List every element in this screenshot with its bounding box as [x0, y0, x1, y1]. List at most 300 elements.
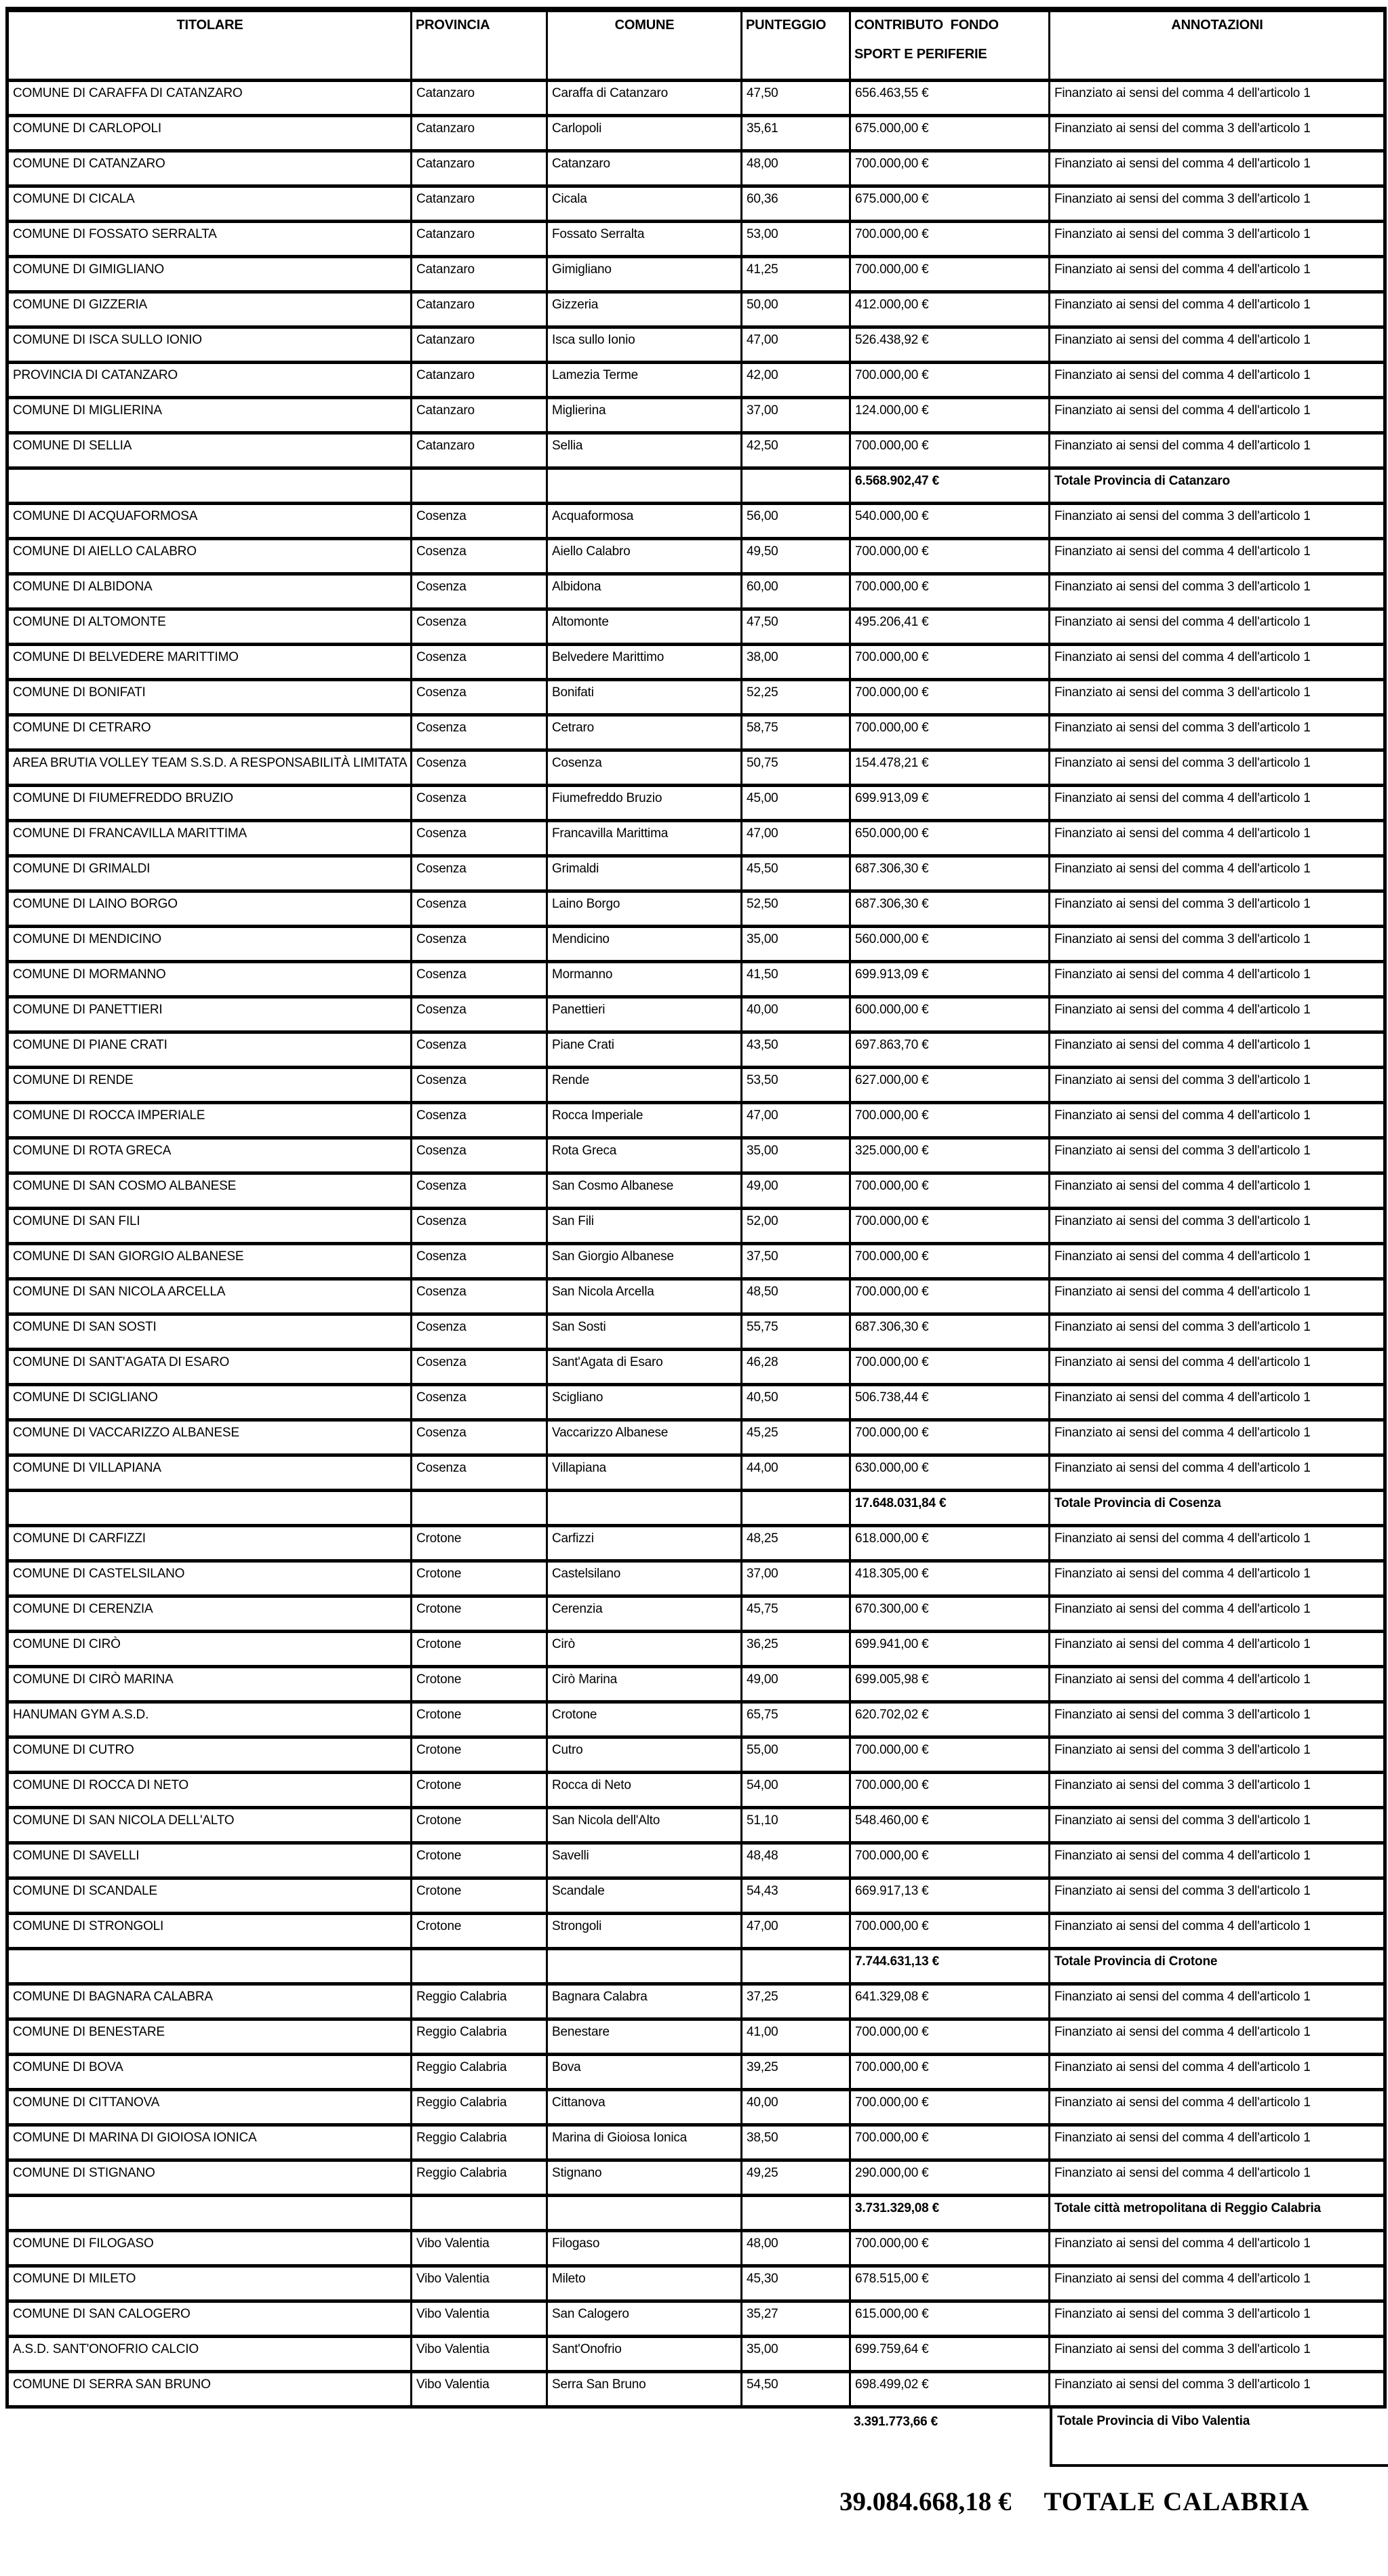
cell-comune: Gimigliano — [547, 257, 742, 292]
table-row — [7, 1209, 1385, 1244]
table-row — [7, 1103, 1385, 1138]
cell-titolare: COMUNE DI SAN FILI — [7, 1209, 412, 1244]
table-row — [7, 1596, 1385, 1632]
cell-annotazione: Finanziato ai sensi del comma 4 dell'articolo 1 — [1050, 1843, 1385, 1878]
cell-punteggio: 38,00 — [742, 645, 850, 680]
cell-punteggio: 35,00 — [742, 2337, 850, 2372]
cell-contributo: 620.702,02 € — [850, 1702, 1050, 1737]
cell-contributo: 124.000,00 € — [850, 398, 1050, 433]
table-row — [7, 2055, 1385, 2090]
cell-annotazione: Finanziato ai sensi del comma 3 dell'articolo 1 — [1050, 116, 1385, 151]
cell-contributo: 154.478,21 € — [850, 750, 1050, 786]
cell-contributo: 700.000,00 € — [850, 1737, 1050, 1773]
cell-annotazione: Finanziato ai sensi del comma 4 dell'articolo 1 — [1050, 1455, 1385, 1491]
cell-contributo: 560.000,00 € — [850, 927, 1050, 962]
cell-comune: Albidona — [547, 574, 742, 609]
cell-contributo: 627.000,00 € — [850, 1068, 1050, 1103]
cell-provincia: Cosenza — [412, 1385, 547, 1420]
cell-annotazione: Finanziato ai sensi del comma 4 dell'articolo 1 — [1050, 856, 1385, 891]
cell-punteggio: 48,00 — [742, 2231, 850, 2266]
cell-provincia: Crotone — [412, 1878, 547, 1914]
cell-punteggio: 45,50 — [742, 856, 850, 891]
cell-annotazione: Finanziato ai sensi del comma 3 dell'articolo 1 — [1050, 2372, 1385, 2407]
cell-titolare: COMUNE DI MARINA DI GIOIOSA IONICA — [7, 2125, 412, 2160]
cell-provincia: Crotone — [412, 1702, 547, 1737]
cell-annotazione: Finanziato ai sensi del comma 3 dell'articolo 1 — [1050, 1209, 1385, 1244]
header-annotazioni: ANNOTAZIONI — [1050, 9, 1385, 81]
cell-annotazione: Finanziato ai sensi del comma 4 dell'articolo 1 — [1050, 609, 1385, 645]
cell-punteggio: 48,25 — [742, 1526, 850, 1561]
cell-provincia: Cosenza — [412, 927, 547, 962]
table-row — [7, 1350, 1385, 1385]
table-row — [7, 292, 1385, 327]
table-row — [7, 1561, 1385, 1596]
cell-punteggio: 35,27 — [742, 2301, 850, 2337]
cell-titolare: COMUNE DI MIGLIERINA — [7, 398, 412, 433]
cell-contributo: 700.000,00 € — [850, 1843, 1050, 1878]
calabria-total — [839, 2487, 1309, 2517]
cell-comune — [547, 2196, 742, 2231]
cell-annotazione: Finanziato ai sensi del comma 4 dell'articolo 1 — [1050, 1244, 1385, 1279]
cell-punteggio: 44,00 — [742, 1455, 850, 1491]
cell-comune: Fossato Serralta — [547, 222, 742, 257]
table-row — [7, 1455, 1385, 1491]
cell-contributo: 700.000,00 € — [850, 539, 1050, 574]
cell-contributo: 641.329,08 € — [850, 1984, 1050, 2019]
cell-provincia: Cosenza — [412, 786, 547, 821]
cell-titolare: COMUNE DI RENDE — [7, 1068, 412, 1103]
table-row — [7, 151, 1385, 186]
cell-contributo: 618.000,00 € — [850, 1526, 1050, 1561]
cell-comune: Scandale — [547, 1878, 742, 1914]
cell-titolare: COMUNE DI CATANZARO — [7, 151, 412, 186]
cell-comune: Rende — [547, 1068, 742, 1103]
cell-contributo: 699.005,98 € — [850, 1667, 1050, 1702]
cell-provincia: Catanzaro — [412, 151, 547, 186]
cell-annotazione: Finanziato ai sensi del comma 4 dell'articolo 1 — [1050, 1420, 1385, 1455]
cell-provincia: Vibo Valentia — [412, 2231, 547, 2266]
cell-provincia: Catanzaro — [412, 433, 547, 468]
cell-punteggio: 65,75 — [742, 1702, 850, 1737]
table-row — [7, 821, 1385, 856]
cell-punteggio: 48,00 — [742, 151, 850, 186]
cell-comune: Bonifati — [547, 680, 742, 715]
cell-comune: Caraffa di Catanzaro — [547, 81, 742, 116]
cell-contributo: 699.913,09 € — [850, 962, 1050, 997]
cell-annotazione: Finanziato ai sensi del comma 4 dell'articolo 1 — [1050, 2231, 1385, 2266]
cell-contributo: 675.000,00 € — [850, 116, 1050, 151]
cell-titolare: COMUNE DI AIELLO CALABRO — [7, 539, 412, 574]
cell-annotazione: Finanziato ai sensi del comma 4 dell'articolo 1 — [1050, 962, 1385, 997]
cell-titolare: COMUNE DI FIUMEFREDDO BRUZIO — [7, 786, 412, 821]
cell-comune: Serra San Bruno — [547, 2372, 742, 2407]
cell-annotazione: Finanziato ai sensi del comma 4 dell'articolo 1 — [1050, 1103, 1385, 1138]
cell-comune: Catanzaro — [547, 151, 742, 186]
cell-comune: Villapiana — [547, 1455, 742, 1491]
cell-titolare: COMUNE DI SANT'AGATA DI ESARO — [7, 1350, 412, 1385]
cell-annotazione: Finanziato ai sensi del comma 3 dell'articolo 1 — [1050, 1808, 1385, 1843]
cell-contributo: 700.000,00 € — [850, 1244, 1050, 1279]
cell-titolare: AREA BRUTIA VOLLEY TEAM S.S.D. A RESPONSABILITÀ LIMITATA — [7, 750, 412, 786]
cell-punteggio: 52,25 — [742, 680, 850, 715]
cell-comune: San Sosti — [547, 1314, 742, 1350]
cell-provincia: Reggio Calabria — [412, 2055, 547, 2090]
cell-provincia: Reggio Calabria — [412, 2125, 547, 2160]
cell-punteggio: 53,00 — [742, 222, 850, 257]
cell-titolare: COMUNE DI ACQUAFORMOSA — [7, 504, 412, 539]
table-row — [7, 1702, 1385, 1737]
cell-comune: Isca sullo Ionio — [547, 327, 742, 363]
cell-punteggio: 54,43 — [742, 1878, 850, 1914]
cell-annotazione: Finanziato ai sensi del comma 3 dell'articolo 1 — [1050, 927, 1385, 962]
cell-punteggio: 58,75 — [742, 715, 850, 750]
table-row — [7, 2372, 1385, 2407]
cell-annotazione: Finanziato ai sensi del comma 3 dell'articolo 1 — [1050, 186, 1385, 222]
cell-provincia: Catanzaro — [412, 292, 547, 327]
cell-comune: Laino Borgo — [547, 891, 742, 927]
cell-provincia: Cosenza — [412, 1314, 547, 1350]
cell-provincia: Reggio Calabria — [412, 1984, 547, 2019]
cell-provincia: Cosenza — [412, 1350, 547, 1385]
table-row — [7, 116, 1385, 151]
cell-provincia: Reggio Calabria — [412, 2160, 547, 2196]
cell-provincia: Crotone — [412, 1667, 547, 1702]
cell-punteggio: 45,30 — [742, 2266, 850, 2301]
cell-annotazione: Finanziato ai sensi del comma 4 dell'articolo 1 — [1050, 2160, 1385, 2196]
cell-provincia: Cosenza — [412, 1455, 547, 1491]
cell-comune: Benestare — [547, 2019, 742, 2055]
cell-comune: Sant'Agata di Esaro — [547, 1350, 742, 1385]
cell-contributo: 700.000,00 € — [850, 1173, 1050, 1209]
cell-contributo: 700.000,00 € — [850, 433, 1050, 468]
cell-punteggio: 45,75 — [742, 1596, 850, 1632]
cell-annotazione: Finanziato ai sensi del comma 4 dell'articolo 1 — [1050, 539, 1385, 574]
cell-titolare: COMUNE DI GIZZERIA — [7, 292, 412, 327]
cell-provincia: Crotone — [412, 1561, 547, 1596]
cell-titolare: COMUNE DI CARAFFA DI CATANZARO — [7, 81, 412, 116]
cell-contributo: 495.206,41 € — [850, 609, 1050, 645]
vibo-total-value: 3.391.773,66 € — [854, 2415, 938, 2429]
cell-titolare: COMUNE DI FOSSATO SERRALTA — [7, 222, 412, 257]
cell-provincia: Cosenza — [412, 821, 547, 856]
cell-comune: Cosenza — [547, 750, 742, 786]
cell-provincia: Cosenza — [412, 645, 547, 680]
header-provincia: PROVINCIA — [412, 9, 547, 81]
table-row — [7, 2266, 1385, 2301]
cell-titolare: COMUNE DI STIGNANO — [7, 2160, 412, 2196]
cell-annotazione: Finanziato ai sensi del comma 4 dell'articolo 1 — [1050, 1279, 1385, 1314]
cell-titolare: COMUNE DI ROTA GRECA — [7, 1138, 412, 1173]
cell-provincia: Crotone — [412, 1596, 547, 1632]
cell-provincia: Cosenza — [412, 962, 547, 997]
cell-comune: Mileto — [547, 2266, 742, 2301]
cell-annotazione: Finanziato ai sensi del comma 4 dell'articolo 1 — [1050, 2055, 1385, 2090]
table-row — [7, 750, 1385, 786]
cell-punteggio: 40,00 — [742, 2090, 850, 2125]
cell-punteggio: 54,00 — [742, 1773, 850, 1808]
cell-annotazione: Finanziato ai sensi del comma 4 dell'articolo 1 — [1050, 292, 1385, 327]
cell-titolare: COMUNE DI BOVA — [7, 2055, 412, 2090]
table-row — [7, 2090, 1385, 2125]
cell-titolare: COMUNE DI SAN NICOLA ARCELLA — [7, 1279, 412, 1314]
cell-annotazione: Finanziato ai sensi del comma 4 dell'articolo 1 — [1050, 398, 1385, 433]
cell-comune: Altomonte — [547, 609, 742, 645]
cell-annotazione: Finanziato ai sensi del comma 4 dell'articolo 1 — [1050, 821, 1385, 856]
cell-comune: Grimaldi — [547, 856, 742, 891]
cell-punteggio: 41,25 — [742, 257, 850, 292]
cell-annotazione: Finanziato ai sensi del comma 4 dell'articolo 1 — [1050, 2019, 1385, 2055]
cell-annotazione: Finanziato ai sensi del comma 4 dell'articolo 1 — [1050, 151, 1385, 186]
cell-annotazione: Finanziato ai sensi del comma 4 dell'articolo 1 — [1050, 2125, 1385, 2160]
cell-contributo: 670.300,00 € — [850, 1596, 1050, 1632]
cell-titolare: COMUNE DI SAN CALOGERO — [7, 2301, 412, 2337]
table-row — [7, 1773, 1385, 1808]
cell-annotazione: Finanziato ai sensi del comma 4 dell'articolo 1 — [1050, 1561, 1385, 1596]
cell-punteggio: 50,75 — [742, 750, 850, 786]
cell-punteggio: 45,00 — [742, 786, 850, 821]
cell-titolare: COMUNE DI FILOGASO — [7, 2231, 412, 2266]
cell-provincia: Catanzaro — [412, 363, 547, 398]
table-row — [7, 2160, 1385, 2196]
funding-table — [5, 7, 1387, 2409]
cell-annotazione: Finanziato ai sensi del comma 3 dell'articolo 1 — [1050, 1773, 1385, 1808]
cell-comune: Marina di Gioiosa Ionica — [547, 2125, 742, 2160]
cell-annotazione: Finanziato ai sensi del comma 3 dell'articolo 1 — [1050, 574, 1385, 609]
cell-provincia: Crotone — [412, 1632, 547, 1667]
cell-titolare — [7, 1491, 412, 1526]
cell-provincia: Cosenza — [412, 1173, 547, 1209]
cell-comune: San Calogero — [547, 2301, 742, 2337]
cell-comune: Mendicino — [547, 927, 742, 962]
cell-comune: San Nicola Arcella — [547, 1279, 742, 1314]
cell-annotazione: Finanziato ai sensi del comma 3 dell'articolo 1 — [1050, 504, 1385, 539]
cell-contributo: 700.000,00 € — [850, 257, 1050, 292]
cell-contributo: 687.306,30 € — [850, 856, 1050, 891]
table-row — [7, 1914, 1385, 1949]
cell-contributo: 700.000,00 € — [850, 1209, 1050, 1244]
cell-annotazione: Finanziato ai sensi del comma 4 dell'articolo 1 — [1050, 81, 1385, 116]
cell-titolare: COMUNE DI SAN NICOLA DELL'ALTO — [7, 1808, 412, 1843]
cell-titolare: COMUNE DI ROCCA DI NETO — [7, 1773, 412, 1808]
cell-punteggio: 37,00 — [742, 398, 850, 433]
table-row — [7, 609, 1385, 645]
cell-annotazione: Finanziato ai sensi del comma 4 dell'articolo 1 — [1050, 997, 1385, 1032]
cell-punteggio: 60,00 — [742, 574, 850, 609]
cell-provincia: Crotone — [412, 1737, 547, 1773]
cell-annotazione: Finanziato ai sensi del comma 4 dell'articolo 1 — [1050, 433, 1385, 468]
cell-provincia: Catanzaro — [412, 222, 547, 257]
cell-titolare: COMUNE DI CUTRO — [7, 1737, 412, 1773]
cell-contributo: 615.000,00 € — [850, 2301, 1050, 2337]
cell-punteggio: 56,00 — [742, 504, 850, 539]
cell-contributo: 700.000,00 € — [850, 363, 1050, 398]
cell-punteggio: 35,00 — [742, 1138, 850, 1173]
cell-punteggio: 47,00 — [742, 1103, 850, 1138]
table-row — [7, 891, 1385, 927]
cell-titolare: COMUNE DI ISCA SULLO IONIO — [7, 327, 412, 363]
cell-contributo: 700.000,00 € — [850, 715, 1050, 750]
cell-titolare: COMUNE DI MILETO — [7, 2266, 412, 2301]
cell-contributo: 699.913,09 € — [850, 786, 1050, 821]
cell-comune — [547, 1491, 742, 1526]
table-row — [7, 1138, 1385, 1173]
cell-titolare: COMUNE DI CIRÒ — [7, 1632, 412, 1667]
cell-punteggio: 46,28 — [742, 1350, 850, 1385]
cell-provincia: Cosenza — [412, 574, 547, 609]
cell-punteggio: 53,50 — [742, 1068, 850, 1103]
cell-comune: Cutro — [547, 1737, 742, 1773]
cell-annotazione: Totale Provincia di Cosenza — [1050, 1491, 1385, 1526]
cell-punteggio: 35,61 — [742, 116, 850, 151]
cell-punteggio: 45,25 — [742, 1420, 850, 1455]
cell-annotazione: Finanziato ai sensi del comma 4 dell'articolo 1 — [1050, 645, 1385, 680]
cell-comune: Belvedere Marittimo — [547, 645, 742, 680]
cell-annotazione: Finanziato ai sensi del comma 3 dell'articolo 1 — [1050, 1138, 1385, 1173]
cell-comune: Filogaso — [547, 2231, 742, 2266]
table-row — [7, 1244, 1385, 1279]
cell-comune: Rocca di Neto — [547, 1773, 742, 1808]
header-contributo-line2: SPORT E PERIFERIE — [854, 47, 987, 62]
header-contributo — [850, 9, 1050, 81]
cell-annotazione: Finanziato ai sensi del comma 3 dell'articolo 1 — [1050, 1702, 1385, 1737]
cell-provincia: Cosenza — [412, 1138, 547, 1173]
cell-annotazione: Finanziato ai sensi del comma 4 dell'articolo 1 — [1050, 2266, 1385, 2301]
cell-annotazione: Finanziato ai sensi del comma 4 dell'articolo 1 — [1050, 1350, 1385, 1385]
cell-contributo: 700.000,00 € — [850, 2125, 1050, 2160]
cell-punteggio: 38,50 — [742, 2125, 850, 2160]
cell-contributo: 7.744.631,13 € — [850, 1949, 1050, 1984]
cell-provincia: Catanzaro — [412, 257, 547, 292]
cell-punteggio — [742, 468, 850, 504]
cell-contributo: 700.000,00 € — [850, 2090, 1050, 2125]
cell-comune: Castelsilano — [547, 1561, 742, 1596]
cell-provincia: Cosenza — [412, 1244, 547, 1279]
cell-titolare: COMUNE DI SERRA SAN BRUNO — [7, 2372, 412, 2407]
cell-provincia: Cosenza — [412, 1420, 547, 1455]
cell-punteggio: 55,75 — [742, 1314, 850, 1350]
cell-punteggio: 41,00 — [742, 2019, 850, 2055]
table-row — [7, 398, 1385, 433]
cell-punteggio: 37,00 — [742, 1561, 850, 1596]
cell-comune: Carfizzi — [547, 1526, 742, 1561]
cell-punteggio: 42,00 — [742, 363, 850, 398]
cell-titolare: COMUNE DI PANETTIERI — [7, 997, 412, 1032]
cell-annotazione: Totale Provincia di Catanzaro — [1050, 468, 1385, 504]
cell-annotazione: Finanziato ai sensi del comma 4 dell'articolo 1 — [1050, 1385, 1385, 1420]
cell-provincia: Cosenza — [412, 1068, 547, 1103]
calabria-total-value: 39.084.668,18 € — [839, 2487, 1012, 2516]
table-row — [7, 1878, 1385, 1914]
table-row — [7, 1385, 1385, 1420]
cell-titolare: COMUNE DI CITTANOVA — [7, 2090, 412, 2125]
cell-punteggio: 49,50 — [742, 539, 850, 574]
cell-contributo: 290.000,00 € — [850, 2160, 1050, 2196]
cell-comune: Mormanno — [547, 962, 742, 997]
cell-punteggio: 35,00 — [742, 927, 850, 962]
cell-comune: Cetraro — [547, 715, 742, 750]
cell-comune: Strongoli — [547, 1914, 742, 1949]
cell-punteggio: 52,50 — [742, 891, 850, 927]
cell-provincia: Catanzaro — [412, 327, 547, 363]
cell-comune: Cirò Marina — [547, 1667, 742, 1702]
table-row — [7, 1279, 1385, 1314]
cell-comune — [547, 468, 742, 504]
cell-punteggio: 49,25 — [742, 2160, 850, 2196]
cell-punteggio: 54,50 — [742, 2372, 850, 2407]
cell-provincia — [412, 468, 547, 504]
cell-annotazione: Finanziato ai sensi del comma 4 dell'articolo 1 — [1050, 363, 1385, 398]
cell-comune: Crotone — [547, 1702, 742, 1737]
table-row — [7, 1314, 1385, 1350]
cell-annotazione: Finanziato ai sensi del comma 3 dell'articolo 1 — [1050, 2337, 1385, 2372]
cell-comune: Piane Crati — [547, 1032, 742, 1068]
cell-punteggio: 40,00 — [742, 997, 850, 1032]
cell-titolare: COMUNE DI CARFIZZI — [7, 1526, 412, 1561]
cell-annotazione: Finanziato ai sensi del comma 3 dell'articolo 1 — [1050, 1068, 1385, 1103]
table-row — [7, 1173, 1385, 1209]
cell-comune: Miglierina — [547, 398, 742, 433]
cell-provincia: Cosenza — [412, 539, 547, 574]
cell-punteggio: 49,00 — [742, 1173, 850, 1209]
table-row — [7, 1068, 1385, 1103]
province-total-row — [7, 2196, 1385, 2231]
cell-titolare: PROVINCIA DI CATANZARO — [7, 363, 412, 398]
cell-comune: Sant'Onofrio — [547, 2337, 742, 2372]
cell-provincia: Vibo Valentia — [412, 2301, 547, 2337]
cell-comune: Rota Greca — [547, 1138, 742, 1173]
cell-comune: Cittanova — [547, 2090, 742, 2125]
cell-comune: Cicala — [547, 186, 742, 222]
cell-titolare: COMUNE DI VILLAPIANA — [7, 1455, 412, 1491]
province-total-row — [7, 468, 1385, 504]
cell-comune: Vaccarizzo Albanese — [547, 1420, 742, 1455]
cell-comune: Gizzeria — [547, 292, 742, 327]
cell-contributo: 697.863,70 € — [850, 1032, 1050, 1068]
cell-contributo: 6.568.902,47 € — [850, 468, 1050, 504]
cell-titolare: COMUNE DI SAN COSMO ALBANESE — [7, 1173, 412, 1209]
cell-comune: San Cosmo Albanese — [547, 1173, 742, 1209]
cell-contributo: 325.000,00 € — [850, 1138, 1050, 1173]
cell-titolare — [7, 2196, 412, 2231]
table-row — [7, 2337, 1385, 2372]
cell-contributo: 700.000,00 € — [850, 645, 1050, 680]
table-row — [7, 222, 1385, 257]
cell-annotazione: Finanziato ai sensi del comma 3 dell'articolo 1 — [1050, 750, 1385, 786]
cell-annotazione: Finanziato ai sensi del comma 4 dell'articolo 1 — [1050, 1173, 1385, 1209]
cell-annotazione: Totale città metropolitana di Reggio Calabria — [1050, 2196, 1385, 2231]
table-row — [7, 363, 1385, 398]
cell-provincia: Cosenza — [412, 997, 547, 1032]
cell-punteggio: 37,25 — [742, 1984, 850, 2019]
cell-contributo: 506.738,44 € — [850, 1385, 1050, 1420]
header-row — [7, 9, 1385, 81]
cell-annotazione: Finanziato ai sensi del comma 4 dell'articolo 1 — [1050, 2090, 1385, 2125]
cell-titolare: COMUNE DI CIRÒ MARINA — [7, 1667, 412, 1702]
cell-provincia: Cosenza — [412, 750, 547, 786]
cell-comune: Stignano — [547, 2160, 742, 2196]
cell-provincia: Crotone — [412, 1808, 547, 1843]
cell-contributo: 650.000,00 € — [850, 821, 1050, 856]
table-row — [7, 1420, 1385, 1455]
cell-punteggio — [742, 2196, 850, 2231]
cell-comune: Bagnara Calabra — [547, 1984, 742, 2019]
cell-punteggio: 47,00 — [742, 1914, 850, 1949]
table-row — [7, 856, 1385, 891]
cell-provincia: Crotone — [412, 1914, 547, 1949]
table-row — [7, 574, 1385, 609]
cell-comune: Panettieri — [547, 997, 742, 1032]
cell-provincia: Crotone — [412, 1843, 547, 1878]
